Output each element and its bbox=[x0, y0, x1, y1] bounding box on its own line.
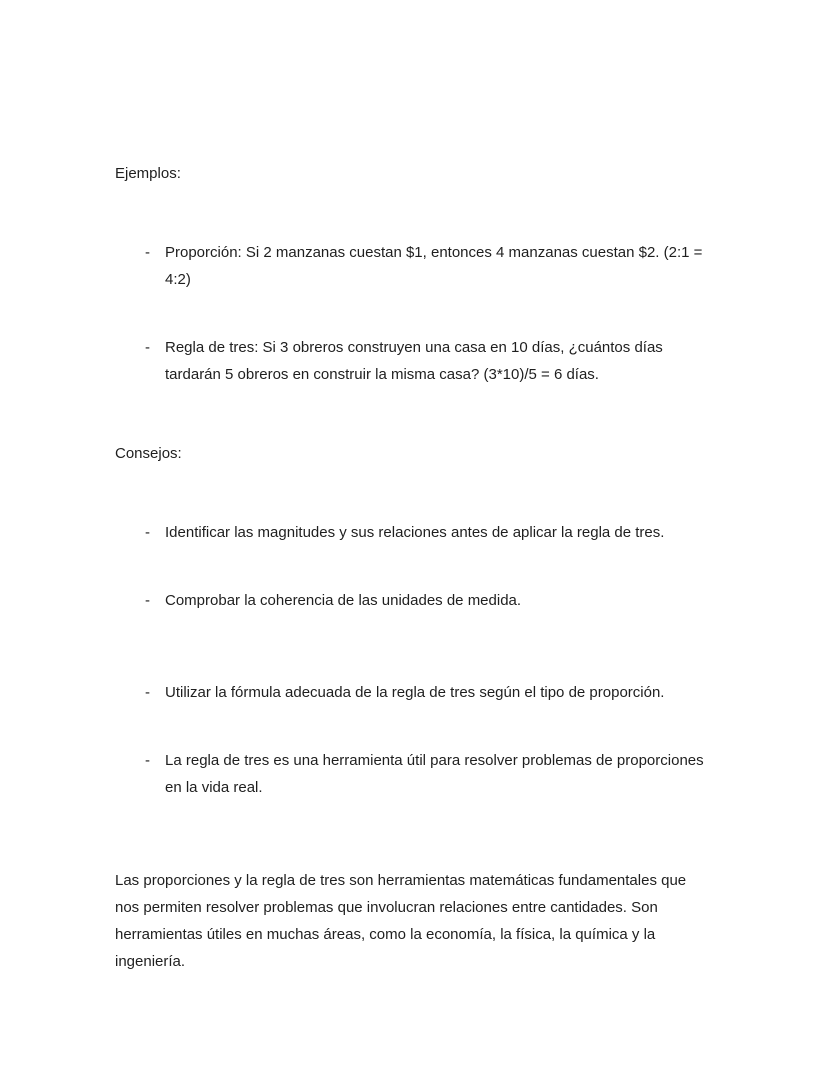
list-item bbox=[115, 239, 713, 293]
dash-bullet: - bbox=[145, 752, 150, 769]
list-item bbox=[115, 587, 713, 614]
dash-bullet: - bbox=[145, 339, 150, 356]
dash-bullet: - bbox=[145, 592, 150, 609]
dash-bullet: - bbox=[145, 524, 150, 541]
list-item-text: La regla de tres es una herramienta útil para resolver problemas de proporciones en la vida real. bbox=[165, 752, 704, 796]
list-item-text: Comprobar la coherencia de las unidades de medida. bbox=[165, 592, 522, 609]
list-item-text: Identificar las magnitudes y sus relaciones antes de aplicar la regla de tres. bbox=[165, 524, 665, 541]
list-item bbox=[115, 679, 713, 706]
list-item bbox=[115, 334, 713, 388]
dash-bullet: - bbox=[145, 684, 150, 701]
consejos-list bbox=[115, 519, 713, 801]
list-item bbox=[115, 747, 713, 801]
section-heading-ejemplos: Ejemplos: bbox=[115, 165, 181, 182]
list-item-text: Proporción: Si 2 manzanas cuestan $1, entonces 4 manzanas cuestan $2. (2:1 = 4:2) bbox=[165, 244, 703, 288]
list-item-text: Utilizar la fórmula adecuada de la regla de tres según el tipo de proporción. bbox=[165, 684, 665, 701]
section-heading-consejos: Consejos: bbox=[115, 445, 182, 462]
ejemplos-list bbox=[115, 239, 713, 388]
list-item bbox=[115, 519, 713, 546]
list-item-text: Regla de tres: Si 3 obreros construyen una casa en 10 días, ¿cuántos días tardarán 5 obreros en construir la misma casa? (3*10)/5 = 6 días. bbox=[165, 339, 663, 383]
closing-paragraph: Las proporciones y la regla de tres son herramientas matemáticas fundamentales que nos permiten resolver problemas que involucran relaciones entre cantidades. Son herramientas útiles en muchas áreas, como la economía, la física, la química y la ingeniería. bbox=[115, 872, 687, 970]
dash-bullet: - bbox=[145, 244, 150, 261]
